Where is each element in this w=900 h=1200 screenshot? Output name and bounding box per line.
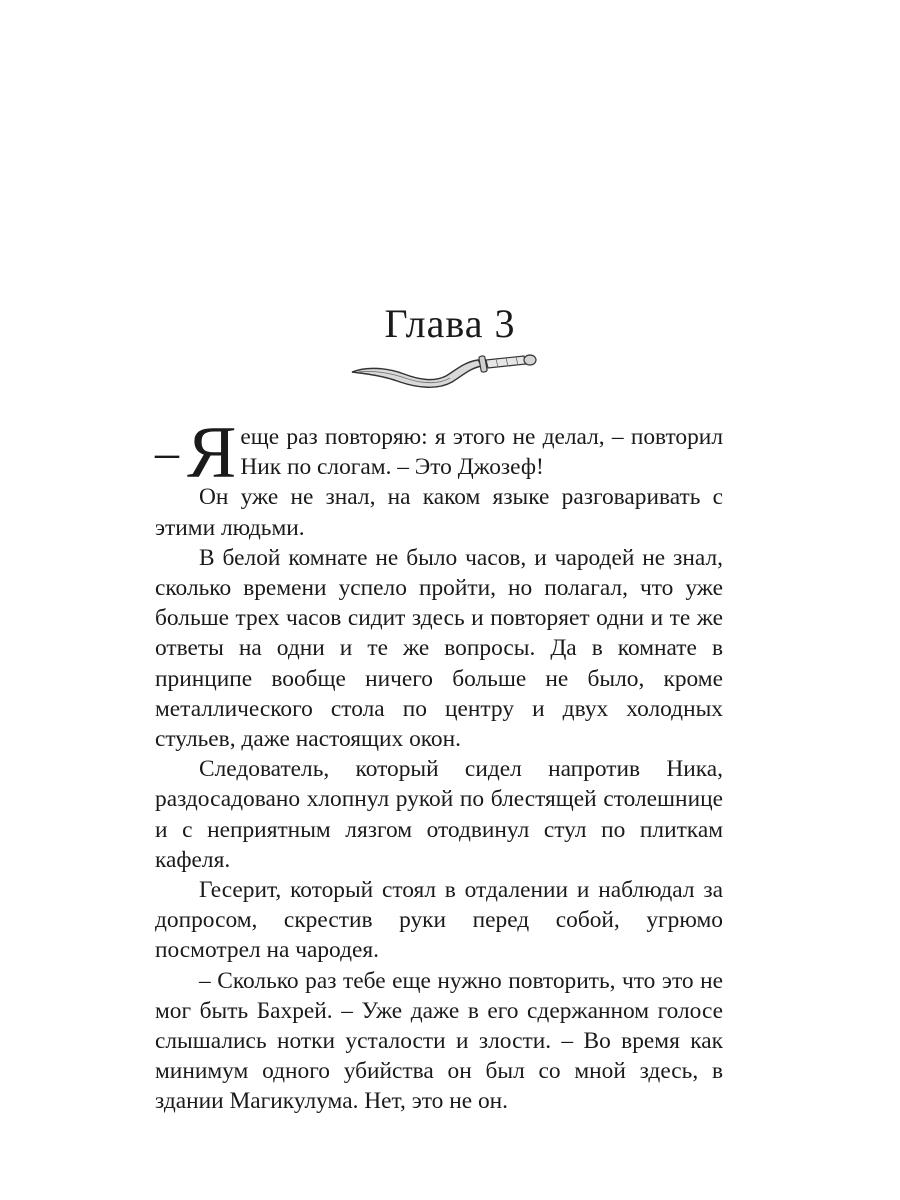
paragraph-4: Следователь, который сидел напротив Ника, раздосадовано хлопнул рукой по блестящей столешнице и с неприятным лязгом отодвинул стул по плиткам кафеля. [155, 756, 723, 873]
paragraph-1-text: еще раз повторяю: я этого не делал, – повторил Ник по слогам. – Это Джозеф! [240, 424, 723, 481]
paragraph-1 [155, 412, 723, 494]
lead-dash: – [155, 426, 179, 479]
chapter-body [155, 412, 723, 1117]
paragraph-5: Гесерит, который стоял в отдалении и наблюдал за допросом, скрестив руки перед собой, угрюмо посмотрел на чародея. [155, 877, 723, 964]
sword-ornament-icon [348, 348, 548, 390]
chapter-title: Глава 3 [384, 301, 516, 346]
drop-cap: Я [187, 412, 237, 494]
paragraph-2: Он уже не знал, на каком языке разговаривать с этими людьми. [155, 484, 723, 541]
paragraph-3: В белой комнате не было часов, и чародей не знал, сколько времени успело пройти, но полагал, что уже больше трех часов сидит здесь и повторяет одни и те же ответы на одни и те же вопросы. Да в комнате в принципе вообще ничего больше не было, кроме металлического стола по центру и двух холодных стульев, даже настоящих окон. [155, 544, 723, 753]
paragraph-6: – Сколько раз тебе еще нужно повторить, что это не мог быть Бахрей. – Уже даже в его сдержанном голосе слышались нотки усталости и злости. – Во время как минимум одного убийства он был со мной здесь, в здании Магикулума. Нет, это не он. [155, 967, 723, 1115]
